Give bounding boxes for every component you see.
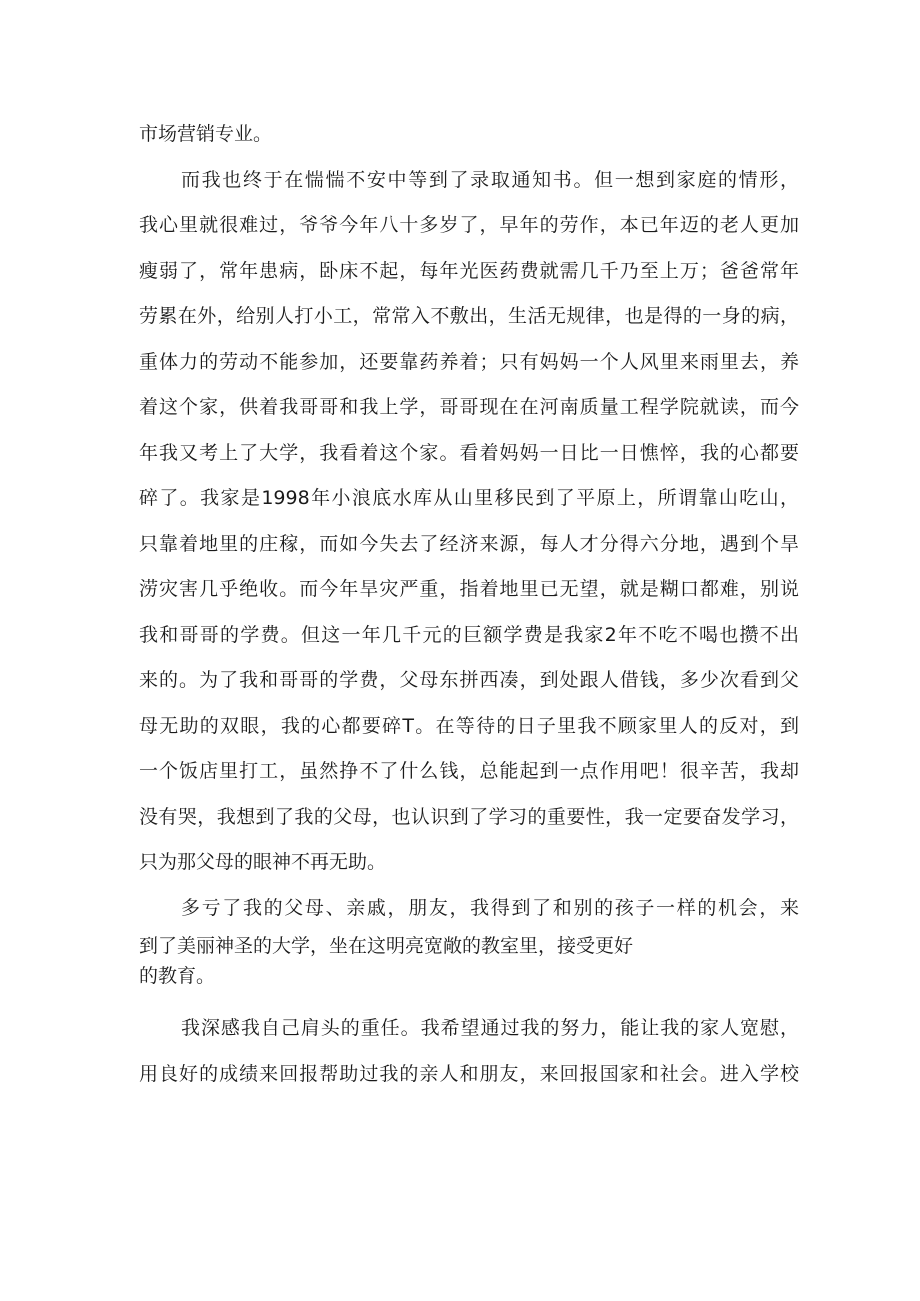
document-body — [139, 112, 799, 1097]
text-line: 多亏了我的父母、亲戚，朋友，我得到了和别的孩子一样的机会，来 — [181, 896, 799, 919]
text-line: 而我也终于在惴惴不安中等到了录取通知书。但一想到家庭的情形， — [181, 168, 799, 191]
text-line: 只为那父母的眼神不再无助。 — [139, 851, 387, 873]
text-line: 用良好的成绩来回报帮助过我的亲人和朋友，来回报国家和社会。进入学校 — [139, 1062, 799, 1085]
text-line: 我深感我自己肩头的重任。我希望通过我的努力，能让我的家人宽慰， — [181, 1017, 799, 1039]
text-line: 只靠着地里的庄稼，而如今失去了经济来源，每人才分得六分地，遇到个旱 — [139, 532, 799, 555]
text-line: 涝灾害几乎绝收。而今年旱灾严重，指着地里已无望，就是糊口都难，别说 — [139, 578, 799, 600]
text-line: 我和哥哥的学费。但这一年几千元的巨额学费是我家2年不吃不喝也攒不出 — [139, 623, 799, 646]
text-line: 母无助的双眼，我的心都要碎T。在等待的日子里我不顾家里人的反对，到 — [139, 714, 799, 737]
text-line: 劳累在外，给别人打小工，常常入不敷出，生活无规律，也是得的一身的病， — [139, 305, 799, 327]
text-line: 碎了。我家是1998年小浪底水库从山里移民到了平原上，所谓靠山吃山， — [139, 487, 799, 509]
text-line: 没有哭，我想到了我的父母，也认识到了学习的重要性，我一定要奋发学习， — [139, 805, 799, 828]
text-line: 重体力的劳动不能参加，还要靠药养着；只有妈妈一个人风里来雨里去，养 — [139, 350, 799, 373]
text-line: 年我又考上了大学，我看着这个家。看着妈妈一日比一日憔悴，我的心都要 — [139, 441, 799, 464]
paragraph-gap — [139, 991, 799, 1006]
text-line: 的教育。 — [139, 965, 216, 987]
text-line: 我心里就很难过，爷爷今年八十多岁了，早年的劳作，本已年迈的老人更加 — [139, 214, 799, 236]
text-line: 一个饭店里打工，虽然挣不了什么钱，总能起到一点作用吧！很辛苦，我却 — [139, 760, 799, 782]
text-line: 到了美丽神圣的大学，坐在这明亮宽敞的教室里，接受更好 — [139, 935, 634, 957]
text-line: 来的。为了我和哥哥的学费，父母东拼西凑，到处跟人借钱，多少次看到父 — [139, 669, 799, 691]
text-line: 着这个家，供着我哥哥和我上学，哥哥现在在河南质量工程学院就读，而今 — [139, 396, 799, 418]
text-line: 瘦弱了，常年患病，卧床不起，每年光医药费就需几千乃至上万；爸爸常年 — [139, 259, 799, 282]
text-line: 市场营销专业。 — [139, 123, 273, 145]
